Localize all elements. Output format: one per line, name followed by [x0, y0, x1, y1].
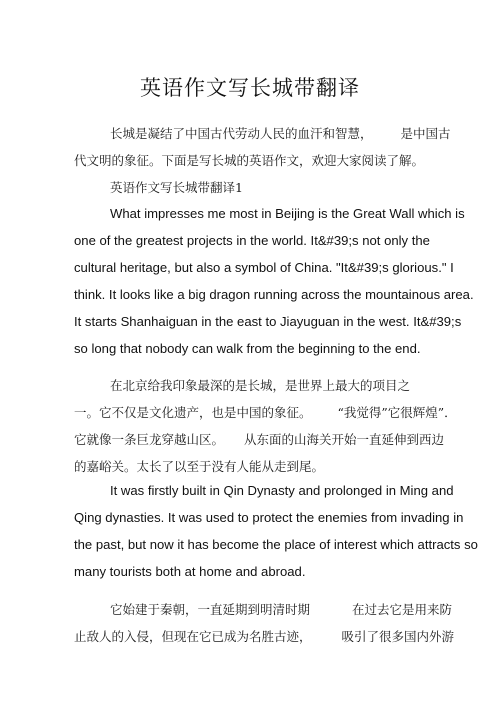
- intro-line-1-part-b: 是中国古: [400, 126, 451, 141]
- english-p1-line: cultural heritage, but also a symbol of China. "It&#39;s glorious." I: [74, 260, 454, 275]
- chinese-p1-line-2: [74, 403, 457, 421]
- english-p1-line: so long that nobody can walk from the beginning to the end.: [74, 341, 421, 356]
- chinese-p1-line-3: [74, 430, 444, 448]
- chinese-p1-line-3-part-b: 从东面的山海关开始一直延伸到西边: [244, 432, 445, 447]
- english-p1-line: think. It looks like a big dragon running across the mountainous area.: [74, 287, 474, 302]
- english-p2-line: It was firstly built in Qin Dynasty and prolonged in Ming and: [110, 483, 454, 498]
- intro-line-1-part-a: 长城是凝结了中国古代劳动人民的血汗和智慧，: [110, 126, 373, 141]
- chinese-p1-line-3-part-a: 它就像一条巨龙穿越山区。: [74, 432, 225, 447]
- chinese-p1-line-2-part-b: “我觉得”它很辉煌”．: [337, 405, 457, 420]
- chinese-p2-line-1-part-a: 它始建于秦朝，一直延期到明清时期: [110, 602, 311, 617]
- english-p1-line: one of the greatest projects in the world. It&#39;s not only the: [74, 233, 430, 248]
- english-p2-line: the past, but now it has become the place of interest which attracts so: [74, 537, 478, 552]
- chinese-p1-line-4: 的嘉峪关。太长了以至于没有人能从走到尾。: [74, 459, 325, 474]
- chinese-p2-line-1: [110, 600, 452, 618]
- english-p1-line: It starts Shanhaiguan in the east to Jiayuguan in the west. It&#39;s: [74, 314, 462, 329]
- english-p2-line: many tourists both at home and abroad.: [74, 564, 306, 579]
- chinese-p1-line-1: 在北京给我印象最深的是长城，是世界上最大的项目之: [110, 378, 411, 393]
- chinese-p1-line-2-part-a: 一。它不仅是文化遗产，也是中国的象征。: [74, 405, 312, 420]
- chinese-p2-line-1-part-b: 在过去它是用来防: [352, 602, 453, 617]
- english-p1-line: What impresses me most in Beijing is the Great Wall which is: [110, 206, 465, 221]
- chinese-p2-line-2-part-b: 吸引了很多国内外游: [341, 629, 455, 644]
- chinese-p2-line-2-part-a: 止敌人的入侵，但现在它已成为名胜古迹，: [74, 629, 312, 644]
- subheading: 英语作文写长城带翻译1: [110, 180, 243, 195]
- english-p2-line: Qing dynasties. It was used to protect the enemies from invading in: [74, 510, 464, 525]
- chinese-p2-line-2: [74, 627, 454, 645]
- intro-line-1: [110, 124, 451, 142]
- page-title: 英语作文写长城带翻译: [140, 76, 360, 100]
- intro-line-2: 代文明的象征。下面是写长城的英语作文，欢迎大家阅读了解。: [74, 153, 425, 168]
